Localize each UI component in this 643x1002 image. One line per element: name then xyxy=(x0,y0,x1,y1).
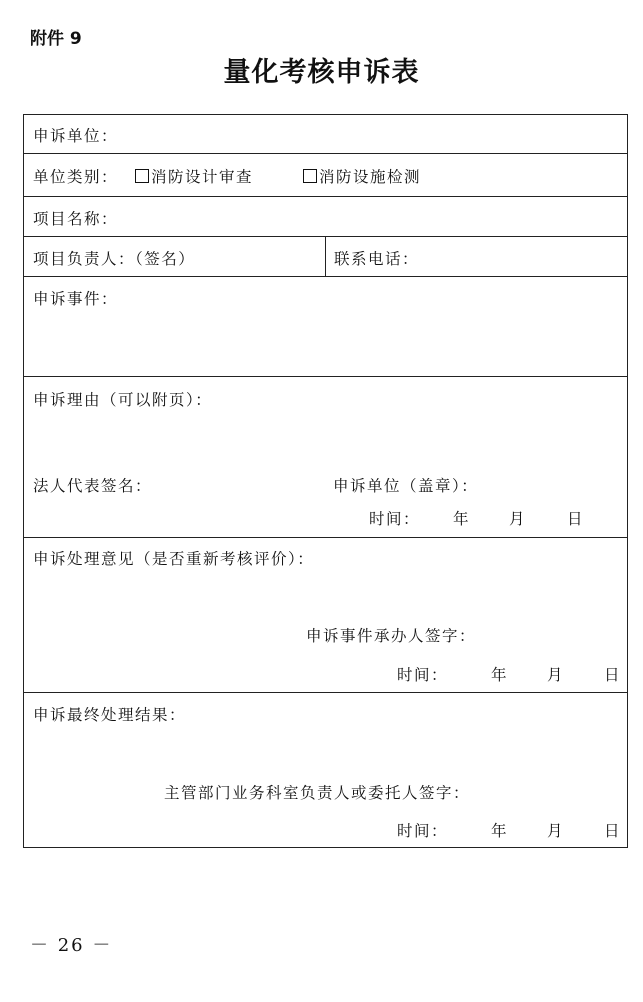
final-day-label: 日 xyxy=(604,822,622,840)
row-project-leader xyxy=(24,237,627,277)
row-unit-type xyxy=(24,154,627,197)
reason-day-label: 日 xyxy=(567,510,585,528)
complaint-event-label: 申诉事件： xyxy=(33,290,119,308)
option-design-review[interactable] xyxy=(135,165,253,187)
complaint-form xyxy=(23,114,628,848)
handling-year-label: 年 xyxy=(491,666,509,684)
row-final-result xyxy=(24,693,627,848)
final-result-label: 申诉最终处理结果： xyxy=(33,706,187,724)
complaint-reason-label: 申诉理由（可以附页）： xyxy=(33,391,213,409)
option-facility-testing[interactable] xyxy=(303,165,421,187)
final-year-label: 年 xyxy=(491,822,509,840)
row-project-name xyxy=(24,197,627,237)
complaint-unit-label: 申诉单位： xyxy=(33,127,119,145)
complaint-unit-seal: 申诉单位（盖章）： xyxy=(333,477,479,495)
page-title: 量化考核申诉表 xyxy=(223,57,420,88)
manager-signature: 主管部门业务科室负责人或委托人签字： xyxy=(164,784,471,802)
row-complaint-unit xyxy=(24,115,627,154)
project-leader-label: 项目负责人：（签名） xyxy=(33,250,196,268)
row-complaint-event xyxy=(24,277,627,377)
unit-type-label: 单位类别： xyxy=(33,168,119,186)
handler-signature: 申诉事件承办人签字： xyxy=(306,627,477,645)
option-facility-testing-label: 消防设施检测 xyxy=(319,168,422,186)
attachment-label: 附件 9 xyxy=(30,29,82,49)
handling-opinion-label: 申诉处理意见（是否重新考核评价）： xyxy=(33,550,315,568)
reason-month-label: 月 xyxy=(509,510,527,528)
reason-time-label: 时间： xyxy=(369,510,421,528)
column-divider xyxy=(325,237,326,276)
handling-day-label: 日 xyxy=(604,666,622,684)
checkbox-facility-testing[interactable] xyxy=(303,169,317,183)
legal-representative-signature: 法人代表签名： xyxy=(33,477,153,495)
row-handling-opinion xyxy=(24,538,627,693)
contact-phone-label: 联系电话： xyxy=(334,250,420,268)
checkbox-design-review[interactable] xyxy=(135,169,149,183)
page-number: － 26 － xyxy=(30,935,113,956)
option-design-review-label: 消防设计审查 xyxy=(151,168,254,186)
handling-time-label: 时间： xyxy=(397,666,449,684)
row-complaint-reason xyxy=(24,377,627,538)
handling-month-label: 月 xyxy=(547,666,565,684)
project-name-label: 项目名称： xyxy=(33,210,119,228)
final-month-label: 月 xyxy=(547,822,565,840)
final-time-label: 时间： xyxy=(397,822,449,840)
reason-year-label: 年 xyxy=(453,510,471,528)
